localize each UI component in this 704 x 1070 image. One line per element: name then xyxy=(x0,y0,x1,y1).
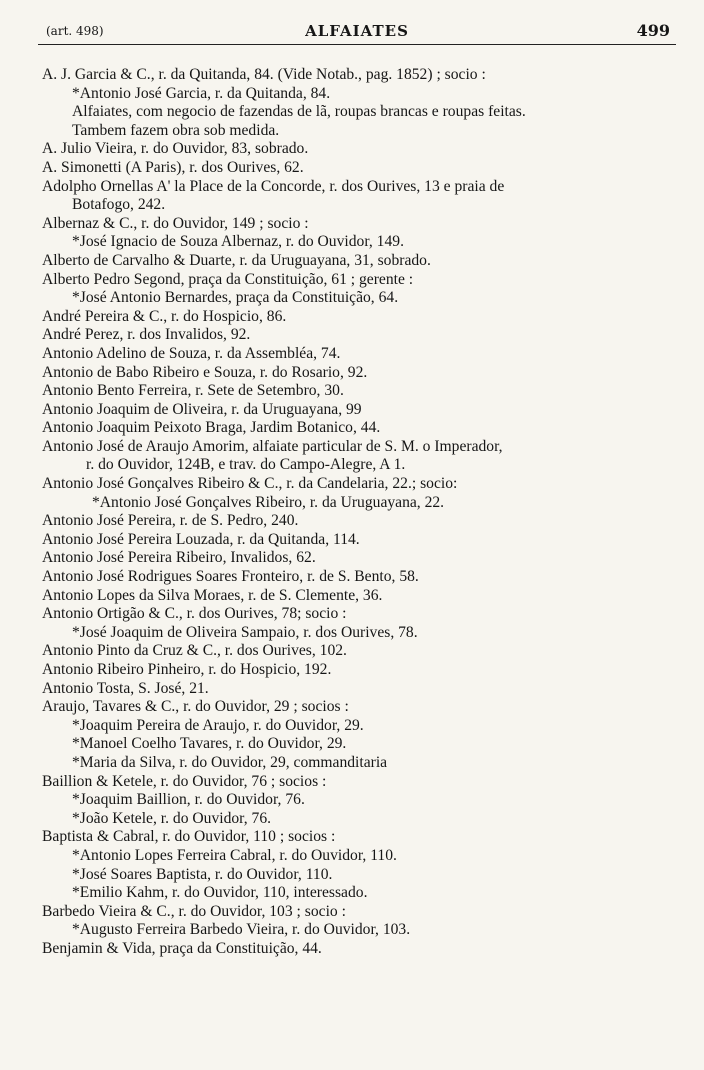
entry-continuation-line: *José Antonio Bernardes, praça da Constituição, 64. xyxy=(72,289,399,307)
page-number: 499 xyxy=(636,21,670,40)
entry-continuation-line: *Antonio José Garcia, r. da Quitanda, 84. xyxy=(72,84,331,102)
entry-line: Antonio Bento Ferreira, r. Sete de Setembro, 30. xyxy=(42,382,344,400)
entry-continuation-line: Botafogo, 242. xyxy=(72,196,166,214)
entry-continuation-line: *Emilio Kahm, r. do Ouvidor, 110, interessado. xyxy=(72,884,368,902)
entry-line: Alberto de Carvalho & Duarte, r. da Uruguayana, 31, sobrado. xyxy=(42,251,431,269)
entry-line: Alberto Pedro Segond, praça da Constituição, 61 ; gerente : xyxy=(42,270,414,288)
entry-continuation-line: *Antonio José Gonçalves Ribeiro, r. da Uruguayana, 22. xyxy=(92,493,445,511)
entry-continuation-line: *Joaquim Pereira de Araujo, r. do Ouvidor, 29. xyxy=(72,716,364,734)
entry-line: Antonio José Rodrigues Soares Fronteiro, r. de S. Bento, 58. xyxy=(42,568,419,586)
entry-continuation-line: *Maria da Silva, r. do Ouvidor, 29, commanditaria xyxy=(72,753,388,771)
entry-continuation-line: *José Joaquim de Oliveira Sampaio, r. dos Ourives, 78. xyxy=(72,623,418,641)
entry-line: Antonio Tosta, S. José, 21. xyxy=(42,679,209,697)
entry-line: Araujo, Tavares & C., r. do Ouvidor, 29 ; socios : xyxy=(42,698,349,716)
entry-line: Antonio Joaquim de Oliveira, r. da Uruguayana, 99 xyxy=(42,400,362,418)
entry-line: A. Julio Vieira, r. do Ouvidor, 83, sobrado. xyxy=(42,140,309,158)
entry-continuation-line: *Joaquim Baillion, r. do Ouvidor, 76. xyxy=(72,791,305,809)
entry-line: Antonio José Pereira, r. de S. Pedro, 240. xyxy=(42,512,299,530)
directory-entries xyxy=(42,66,682,959)
entry-continuation-line: *Augusto Ferreira Barbedo Vieira, r. do Ouvidor, 103. xyxy=(72,921,411,939)
entry-line: Adolpho Ornellas A' la Place de la Concorde, r. dos Ourives, 13 e praia de xyxy=(42,177,505,195)
entry-continuation-line: *José Ignacio de Souza Albernaz, r. do Ouvidor, 149. xyxy=(72,233,404,251)
entry-line: Antonio José Gonçalves Ribeiro & C., r. da Candelaria, 22.; socio: xyxy=(42,475,458,493)
entry-line: André Perez, r. dos Invalidos, 92. xyxy=(42,326,251,344)
page-header xyxy=(38,18,676,45)
entry-line: Albernaz & C., r. do Ouvidor, 149 ; socio : xyxy=(42,214,309,232)
entry-line: Antonio Ortigão & C., r. dos Ourives, 78; socio : xyxy=(42,605,347,623)
entry-continuation-line: Tambem fazem obra sob medida. xyxy=(72,121,280,139)
entry-continuation-line: Alfaiates, com negocio de fazendas de lã, roupas brancas e roupas feitas. xyxy=(72,103,526,121)
article-reference: (art. 498) xyxy=(46,24,104,38)
entry-line: Antonio Joaquim Peixoto Braga, Jardim Botanico, 44. xyxy=(42,419,381,437)
entry-line: Barbedo Vieira & C., r. do Ouvidor, 103 ; socio : xyxy=(42,902,346,920)
entry-continuation-line: *José Soares Baptista, r. do Ouvidor, 110. xyxy=(72,865,333,883)
entry-line: Antonio Adelino de Souza, r. da Assembléa, 74. xyxy=(42,344,341,362)
section-title: ALFAIATES xyxy=(305,22,409,40)
entry-line: Antonio de Babo Ribeiro e Souza, r. do Rosario, 92. xyxy=(42,363,368,381)
entry-line: A. Simonetti (A Paris), r. dos Ourives, 62. xyxy=(42,158,304,176)
entry-line: Antonio Ribeiro Pinheiro, r. do Hospicio, 192. xyxy=(42,661,332,678)
entry-line: Antonio José Pereira Ribeiro, Invalidos, 62. xyxy=(42,549,316,567)
entry-continuation-line: r. do Ouvidor, 124B, e trav. do Campo-Alegre, A 1. xyxy=(86,456,406,474)
entry-line: Antonio Pinto da Cruz & C., r. dos Ourives, 102. xyxy=(42,642,347,660)
entry-line: Benjamin & Vida, praça da Constituição, 44. xyxy=(42,939,322,957)
entry-line: Baptista & Cabral, r. do Ouvidor, 110 ; socios : xyxy=(42,828,336,846)
entry-line: Antonio José Pereira Louzada, r. da Quitanda, 114. xyxy=(42,530,360,548)
entry-continuation-line: *Antonio Lopes Ferreira Cabral, r. do Ouvidor, 110. xyxy=(72,846,397,864)
entry-line: André Pereira & C., r. do Hospicio, 86. xyxy=(42,307,287,325)
entry-line: Antonio Lopes da Silva Moraes, r. de S. Clemente, 36. xyxy=(42,586,383,604)
entry-continuation-line: *Manoel Coelho Tavares, r. do Ouvidor, 29. xyxy=(72,735,347,753)
entry-line: Baillion & Ketele, r. do Ouvidor, 76 ; socios : xyxy=(42,772,327,790)
entry-line: A. J. Garcia & C., r. da Quitanda, 84. (Vide Notab., pag. 1852) ; socio : xyxy=(42,66,486,83)
entry-continuation-line: *João Ketele, r. do Ouvidor, 76. xyxy=(72,809,272,827)
entry-line: Antonio José de Araujo Amorim, alfaiate particular de S. M. o Imperador, xyxy=(42,437,503,455)
